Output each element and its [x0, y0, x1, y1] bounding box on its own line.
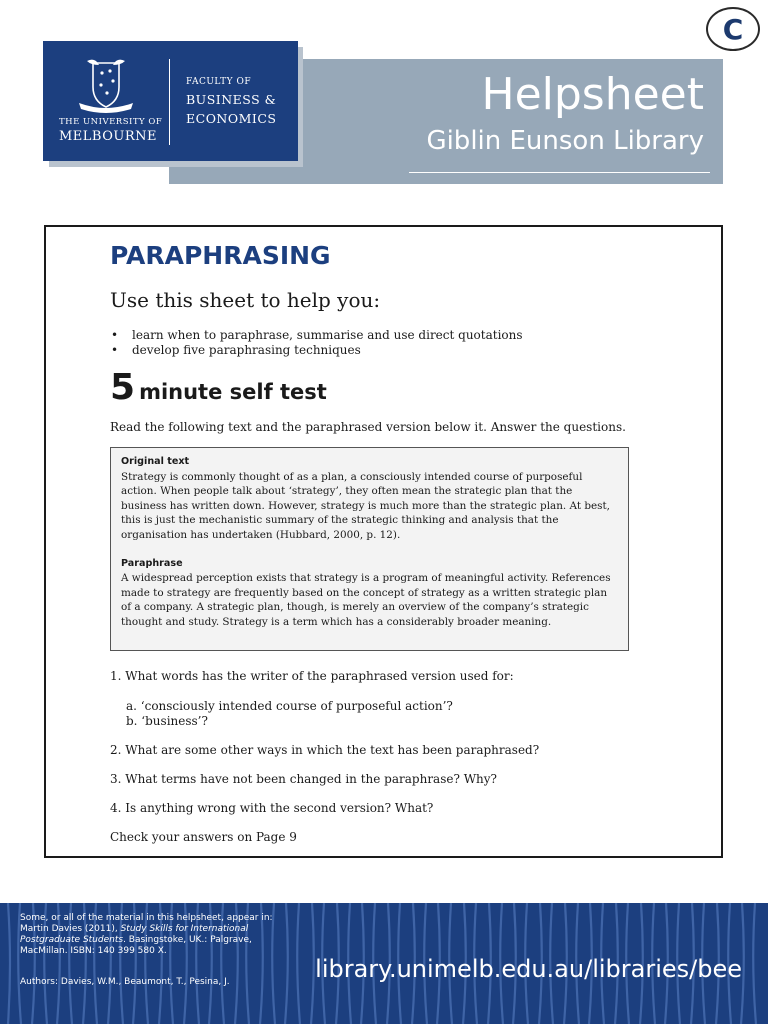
original-text: Strategy is commonly thought of as a plan, a consciously intended course of purposeful action. When people talk about ‘strategy’, they often mean the strategic plan that the business has written down. However, strategy is much more than the strategic plan. At best, this is just the mechanistic summary of the strategic thinking and analysis that the organisation has undertaken (Hubbard, 2000, p. 12).	[121, 470, 610, 541]
source-title: Study Skills for International Postgraduate Students	[20, 924, 249, 945]
faculty-line1: FACULTY OF	[186, 77, 252, 87]
university-name-line2: MELBOURNE	[59, 129, 157, 144]
source-suffix: . Basingstoke, UK.: Palgrave, MacMillan. ISBN: 140 399 580 X.	[20, 935, 252, 956]
university-crest-icon	[69, 57, 143, 113]
question-1b: b. ‘business’?	[126, 714, 208, 728]
library-url-link[interactable]: library.unimelb.edu.au/libraries/bee	[315, 955, 742, 983]
goals-list	[110, 328, 523, 358]
instructions: Read the following text and the paraphrased version below it. Answer the questions.	[110, 420, 626, 434]
question-1: 1. What words has the writer of the paraphrased version used for:	[110, 669, 514, 683]
logo-divider	[169, 59, 170, 145]
university-name-line1: THE UNIVERSITY OF	[59, 117, 163, 127]
list-item: • develop five paraphrasing techniques	[110, 343, 523, 358]
paraphrase-label: Paraphrase	[121, 557, 183, 569]
university-logo	[43, 41, 298, 161]
question-list	[110, 669, 539, 845]
self-test-number: 5	[110, 367, 136, 408]
question-1a: a. ‘consciously intended course of purposeful action’?	[126, 699, 453, 713]
paraphrase-text: A widespread perception exists that strategy is a program of meaningful activity. References made to strategy are frequently based on the concept of strategy as a written strategic plan of a company. A strategic plan, though, is merely an overview of the company’s strategic thought and study. Strategy is a term which has a considerably broader meaning.	[121, 572, 611, 628]
content-box	[44, 225, 723, 858]
question-4: 4. Is anything wrong with the second version? What?	[110, 801, 434, 815]
section-badge: C	[706, 7, 760, 51]
question-2: 2. What are some other ways in which the text has been paraphrased?	[110, 743, 540, 757]
question-3: 3. What terms have not been changed in the paraphrase? Why?	[110, 772, 497, 786]
banner-title: Helpsheet	[481, 69, 704, 120]
source-citation	[20, 913, 295, 957]
footer	[0, 903, 768, 1024]
source-prefix: Some, or all of the material in this helpsheet, appear in: Martin Davies (2011),	[20, 913, 273, 934]
self-test-heading	[110, 367, 327, 408]
banner-divider	[409, 172, 710, 173]
faculty-line3: ECONOMICS	[186, 111, 277, 126]
self-test-label: minute self test	[139, 380, 327, 404]
list-item: • learn when to paraphrase, summarise and use direct quotations	[110, 328, 523, 343]
page-title: PARAPHRASING	[110, 241, 331, 270]
original-label: Original text	[121, 456, 190, 467]
page-subtitle: Use this sheet to help you:	[110, 288, 381, 312]
quotation-box	[110, 447, 629, 651]
banner-subtitle: Giblin Eunson Library	[426, 126, 704, 156]
faculty-line2: BUSINESS &	[186, 92, 277, 107]
authors: Authors: Davies, W.M., Beaumont, T., Pesina, J.	[20, 977, 230, 987]
answers-note: Check your answers on Page 9	[110, 830, 297, 844]
